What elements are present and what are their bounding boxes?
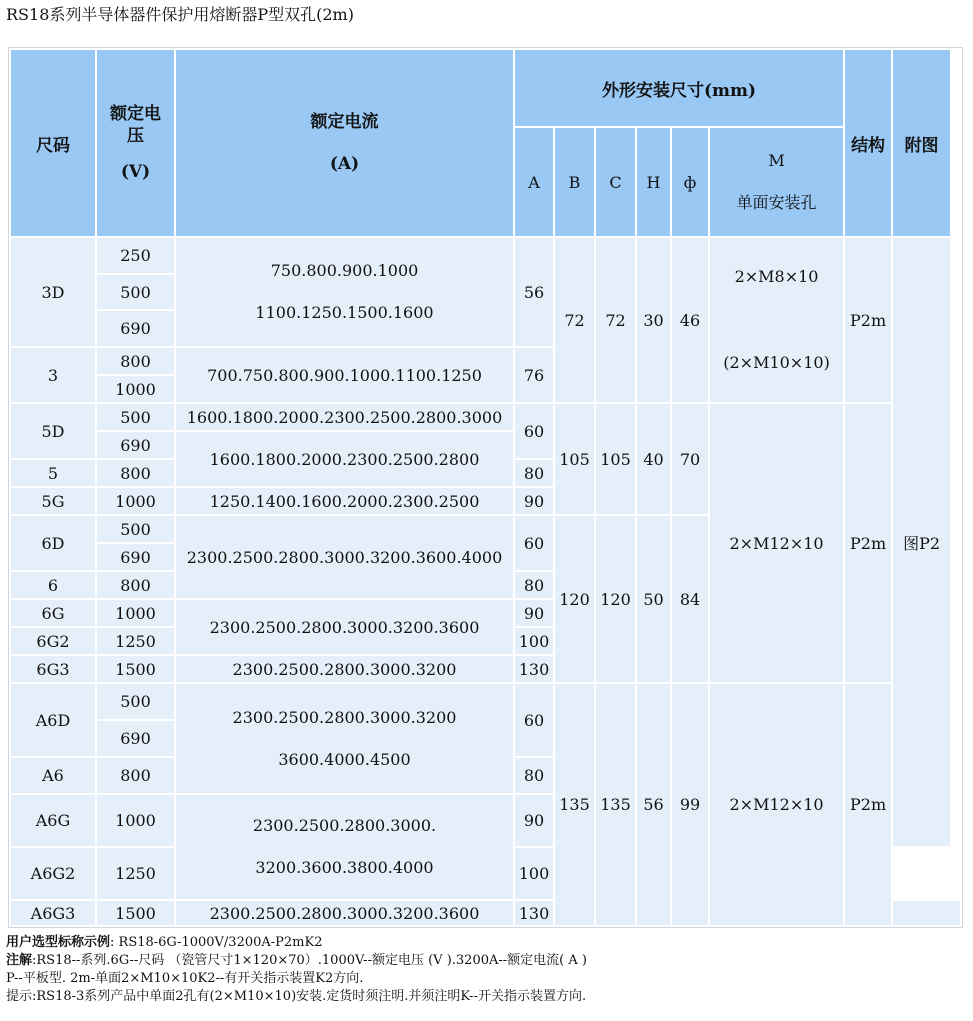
note-example-label: 用户选型标称示例 (6, 935, 111, 950)
header-rated-voltage-line2: 压 (127, 126, 144, 146)
cell-dim-m-line: 2×M8×10 (734, 267, 819, 286)
cell-voltage: 500 (97, 684, 174, 719)
cell-size: 6G3 (11, 656, 95, 682)
cell-dim-b: 105 (555, 404, 594, 514)
header-dim-m (710, 128, 843, 236)
header-rated-voltage (97, 50, 174, 236)
cell-dim-h: 30 (637, 238, 670, 402)
cell-dim-m: 2×M12×10 (710, 684, 843, 925)
cell-dim-m-line: (2×M10×10) (723, 353, 830, 372)
cell-structure: P2m (845, 238, 891, 402)
cell-voltage: 1000 (97, 488, 174, 514)
cell-voltage: 690 (97, 721, 174, 756)
header-dim-b: B (555, 128, 594, 236)
cell-size: 5D (11, 404, 95, 458)
cell-voltage: 1000 (97, 795, 174, 846)
note-explain (6, 952, 966, 970)
note-explain-label: 注解 (6, 953, 33, 968)
cell-dim-h: 56 (637, 684, 670, 925)
cell-voltage: 1250 (97, 628, 174, 654)
cell-size: A6 (11, 758, 95, 793)
cell-current: 700.750.800.900.1000.1100.1250 (176, 348, 513, 402)
cell-dim-c: 105 (596, 404, 635, 514)
cell-voltage: 800 (97, 572, 174, 598)
cell-size: A6G3 (11, 901, 95, 925)
cell-current: 2300.2500.2800.3000.3200 (176, 656, 513, 682)
cell-size: A6G2 (11, 848, 95, 899)
cell-current: 1600.1800.2000.2300.2500.2800 (176, 432, 513, 486)
cell-dim-c: 120 (596, 516, 635, 682)
note-line3: P--平板型. 2m-单面2×M10×10K2--有开关指示装置K2方向. (6, 971, 364, 986)
cell-structure: P2m (845, 404, 891, 682)
cell-dim-a: 60 (515, 684, 553, 756)
note-example-text: : RS18-6G-1000V/3200A-P2mK2 (110, 935, 323, 950)
cell-dim-h: 40 (637, 404, 670, 514)
cell-current-line: 3200.3600.3800.4000 (255, 858, 434, 877)
cell-dim-phi: 70 (672, 404, 708, 514)
header-rated-current (176, 50, 513, 236)
cell-size: 3D (11, 238, 95, 346)
cell-current-line: 2300.2500.2800.3000.3200 (232, 707, 457, 727)
cell-dim-b: 120 (555, 516, 594, 682)
note-example (6, 934, 966, 952)
cell-dim-b: 72 (555, 238, 594, 402)
cell-voltage: 690 (97, 311, 174, 346)
notes-section (6, 934, 966, 1006)
header-dim-c: C (596, 128, 635, 236)
cell-size: 6G (11, 600, 95, 626)
cell-voltage: 1000 (97, 600, 174, 626)
cell-dim-a: 60 (515, 404, 553, 458)
cell-current (176, 238, 513, 346)
cell-size: 6 (11, 572, 95, 598)
cell-size: A6D (11, 684, 95, 756)
cell-dim-m: 2×M12×10 (710, 404, 843, 682)
spec-table-container (8, 47, 957, 928)
cell-size: 6D (11, 516, 95, 570)
cell-current: 2300.2500.2800.3000.3200.3600 (176, 600, 513, 654)
cell-current (176, 684, 513, 793)
header-dim-a: A (515, 128, 553, 236)
cell-voltage: 500 (97, 404, 174, 430)
cell-voltage: 500 (97, 275, 174, 309)
cell-dim-a: 60 (515, 516, 553, 570)
note-line4: 提示:RS18-3系列产品中单面2孔有(2×M10×10)安装.定货时须注明.并须注明K--开关指示装置方向. (6, 989, 587, 1004)
cell-voltage: 690 (97, 432, 174, 458)
cell-dim-a: 56 (515, 238, 553, 346)
cell-dim-a: 100 (515, 848, 553, 899)
cell-dim-a: 100 (515, 628, 553, 654)
header-dim-m-sub: 单面安装孔 (736, 193, 817, 212)
cell-voltage: 250 (97, 238, 174, 273)
cell-dim-a: 90 (515, 795, 553, 846)
cell-current: 2300.2500.2800.3000.3200.3600.4000 (176, 516, 513, 598)
cell-structure: P2m (845, 684, 891, 925)
cell-filler (893, 901, 960, 925)
cell-size: 3 (11, 348, 95, 402)
cell-dim-m (710, 238, 843, 402)
header-rated-voltage-line1: 额定电 (110, 104, 161, 124)
cell-dim-c: 135 (596, 684, 635, 925)
cell-current: 1250.1400.1600.2000.2300.2500 (176, 488, 513, 514)
note-explain-text: :RS18--系列.6G--尺码 （瓷管尺寸1×120×70）.1000V--额定电压 (V ).3200A--额定电流( A ) (32, 953, 587, 968)
cell-dim-a: 80 (515, 758, 553, 793)
header-dimensions: 外形安装尺寸(mm) (515, 50, 843, 126)
cell-dim-a: 80 (515, 460, 553, 486)
header-dim-m-label: M (768, 151, 785, 170)
header-structure: 结构 (845, 50, 891, 236)
cell-current-line: 2300.2500.2800.3000. (252, 816, 437, 835)
spec-table (8, 47, 963, 928)
cell-size: 6G2 (11, 628, 95, 654)
header-rated-voltage-unit: (V) (120, 162, 151, 182)
cell-current: 1600.1800.2000.2300.2500.2800.3000 (176, 404, 513, 430)
cell-size: 5G (11, 488, 95, 514)
cell-dim-a: 90 (515, 488, 553, 514)
cell-voltage: 1500 (97, 656, 174, 682)
cell-voltage: 1000 (97, 376, 174, 402)
cell-dim-a: 130 (515, 656, 553, 682)
cell-dim-b: 135 (555, 684, 594, 925)
cell-dim-a: 80 (515, 572, 553, 598)
cell-dim-c: 72 (596, 238, 635, 402)
cell-dim-a: 76 (515, 348, 553, 402)
cell-current: 2300.2500.2800.3000.3200.3600 (176, 901, 513, 925)
cell-figure: 图P2 (893, 238, 950, 846)
cell-current-line: 1100.1250.1500.1600 (255, 303, 434, 322)
header-dim-phi: ф (672, 128, 708, 236)
page-title: RS18系列半导体器件保护用熔断器P型双孔(2m) (6, 5, 354, 24)
cell-dim-a: 90 (515, 600, 553, 626)
header-rated-current-label: 额定电流 (310, 112, 379, 132)
cell-size: 5 (11, 460, 95, 486)
cell-dim-phi: 99 (672, 684, 708, 925)
cell-voltage: 800 (97, 348, 174, 374)
cell-dim-a: 130 (515, 901, 553, 925)
cell-dim-phi: 46 (672, 238, 708, 402)
header-size-code: 尺码 (11, 50, 95, 236)
cell-current-line: 3600.4000.4500 (278, 749, 411, 769)
header-figure: 附图 (893, 50, 950, 236)
cell-voltage: 500 (97, 516, 174, 542)
header-dim-h: H (637, 128, 670, 236)
header-rated-current-unit: (A) (329, 154, 360, 174)
cell-voltage: 690 (97, 544, 174, 570)
cell-dim-h: 50 (637, 516, 670, 682)
cell-dim-phi: 84 (672, 516, 708, 682)
cell-current-line: 750.800.900.1000 (270, 261, 419, 280)
cell-current (176, 795, 513, 899)
cell-voltage: 800 (97, 460, 174, 486)
cell-voltage: 1250 (97, 848, 174, 899)
cell-size: A6G (11, 795, 95, 846)
cell-voltage: 1500 (97, 901, 174, 925)
cell-voltage: 800 (97, 758, 174, 793)
